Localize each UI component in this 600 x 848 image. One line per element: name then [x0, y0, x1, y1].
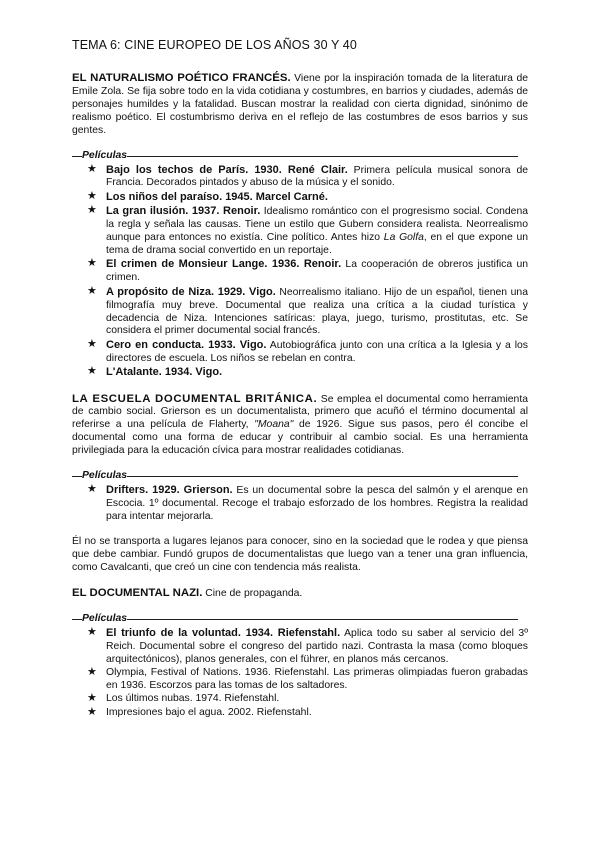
spacer	[72, 524, 528, 536]
britanica-text-emphasis: "Moana"	[254, 419, 294, 431]
peliculas-label: Películas	[82, 612, 128, 624]
film-desc: Es un documental sobre la pesca del salmón y el arenque en Escocia. 1º documental. Recoge el trabajo esforzado de los hombres. Registra la realidad para intentar mejorarla.	[106, 485, 528, 522]
film-desc: Aplica todo su saber al servicio del 3º Reich. Documental sobre el congreso del partido nazi. Contrasta la masa (como bloques arquitectónicos), planos generales, con el führer, en planos más cercanos.	[106, 627, 529, 665]
nazi-text: Cine de propaganda.	[202, 588, 303, 599]
film-title: Los niños del paraíso. 1945. Marcel Carné.	[106, 190, 328, 203]
star-bullet-icon: ★	[87, 365, 97, 378]
film-title: A propósito de Niza. 1929. Vigo.	[106, 285, 276, 298]
star-bullet-icon: ★	[87, 705, 97, 718]
film-desc: Primera película musical sonora de Francia. Decorados pintados y abuso de la música y el sonido.	[106, 164, 528, 189]
divider-rule	[72, 156, 518, 157]
peliculas-divider	[72, 470, 528, 482]
film-title: L'Atalante. 1934. Vigo.	[106, 366, 223, 379]
list-item	[82, 339, 528, 366]
page-title: TEMA 6: CINE EUROPEO DE LOS AÑOS 30 Y 40	[72, 38, 357, 52]
star-bullet-icon: ★	[87, 162, 97, 175]
film-desc: Los últimos nubas. 1974. Riefenstahl.	[106, 693, 280, 705]
film-title: Cero en conducta. 1933. Vigo.	[106, 338, 267, 351]
star-bullet-icon: ★	[87, 483, 97, 496]
spacer	[72, 381, 528, 393]
film-desc: Neorrealismo italiano. Hijo de un español, tienen una filmografía muy breve. Documental que realiza una crítica a la ciudad turística y decadencia de Niza. Intenciones satíricas: playa, juego, turismo, prostitutas, etc. Se considera el primer documental social francés.	[106, 286, 528, 337]
spacer	[72, 575, 528, 587]
star-bullet-icon: ★	[87, 284, 97, 297]
document-page	[72, 38, 528, 720]
nazi-paragraph	[72, 587, 528, 601]
film-title: La gran ilusión. 1937. Renoir.	[106, 205, 261, 218]
star-bullet-icon: ★	[87, 337, 97, 350]
list-item	[82, 627, 528, 667]
star-bullet-icon: ★	[87, 204, 97, 217]
naturalismo-paragraph	[72, 72, 528, 138]
film-desc: Impresiones bajo el agua. 2002. Riefenstahl.	[106, 706, 312, 718]
list-item	[82, 707, 528, 720]
film-desc: Olympia, Festival of Nations. 1936. Riefenstahl. Las primeras olimpiadas fueron grabadas en 1936. Escorzos para las tomas de los saltadores.	[106, 667, 528, 692]
britanica-after-paragraph: Él no se transporta a lugares lejanos para conocer, sino en la sociedad que le rodea y que piensa que debe cambiar. Fundó grupos de documentalistas que luego van a tener una gran influencia, como Cavalcanti, que creó un cine con tendencia más realista.	[72, 536, 528, 574]
peliculas-divider	[72, 613, 528, 625]
list-item	[82, 667, 528, 693]
list-item	[82, 693, 528, 706]
star-bullet-icon: ★	[87, 666, 97, 679]
naturalismo-heading: EL NATURALISMO POÉTICO FRANCÉS.	[72, 72, 291, 84]
britanica-text: Se emplea el documental como herramienta de cambio social. Grierson es un documentalista, primero que acuñó el término documental al referirse a una película de Flaherty,	[72, 393, 528, 431]
film-title: El triunfo de la voluntad. 1934. Riefenstahl.	[106, 626, 341, 639]
section-nazi	[72, 587, 528, 720]
peliculas-label: Películas	[82, 470, 128, 482]
list-item	[82, 366, 528, 380]
list-item	[82, 164, 528, 191]
film-title: Bajo los techos de París. 1930. René Clair.	[106, 163, 348, 176]
britanica-film-list	[72, 484, 528, 524]
film-desc: Idealismo romántico con el progresismo social. Condena la regla y señala las causas. Tiene un estilo que Gubern considera realista. Neorrealismo aunque para entonces no existía. Cine político. Antes hizo	[106, 206, 528, 244]
list-item	[82, 191, 528, 205]
nazi-film-list	[72, 627, 528, 720]
britanica-text: de 1926. Sigue sus pasos, pero él concibe el documental como una forma de educar y contribuir al cambio social. Es una herramienta privilegiada para la educación cívica para mostrar realidades cotidianas.	[72, 419, 528, 457]
naturalismo-film-list	[72, 164, 528, 381]
britanica-paragraph	[72, 393, 528, 459]
divider-rule	[72, 476, 518, 477]
divider-rule	[72, 619, 518, 620]
list-item	[82, 258, 528, 285]
list-item	[82, 286, 528, 339]
section-britanica	[72, 393, 528, 575]
star-bullet-icon: ★	[87, 625, 97, 638]
star-bullet-icon: ★	[87, 257, 97, 270]
section-naturalismo	[72, 72, 528, 380]
film-title: Drifters. 1929. Grierson.	[106, 484, 233, 497]
film-desc: Autobiográfica junto con una crítica a la Iglesia y a los directores de escuela. Los niños se rebelan en contra.	[106, 339, 528, 364]
list-item	[82, 484, 528, 524]
britanica-heading: LA ESCUELA DOCUMENTAL BRITÁNICA.	[72, 392, 318, 405]
star-bullet-icon: ★	[87, 189, 97, 202]
star-bullet-icon: ★	[87, 692, 97, 705]
peliculas-label: Películas	[82, 149, 128, 161]
list-item	[82, 205, 528, 258]
peliculas-divider	[72, 150, 528, 162]
film-desc: La cooperación de obreros justifica un crimen.	[106, 259, 528, 284]
nazi-heading: EL DOCUMENTAL NAZI.	[72, 587, 203, 599]
film-title: El crimen de Monsieur Lange. 1936. Renoir.	[106, 258, 342, 271]
naturalismo-text: Viene por la inspiración tomada de la literatura de Emile Zola. Se fija sobre todo en la vida cotidiana y costumbres, en barrios y ciudades, además de personajes humildes y la fatalidad. Buscan mostrar la realidad con cierta dignidad, sinónimo de realismo poético. El costumbrismo deriva en el reflejo de las costumbres de esos barrios y sus gentes.	[72, 73, 528, 136]
film-desc: , en el que expone un tema de drama social convertido en un reportaje.	[106, 232, 528, 256]
film-desc-emphasis: La Golfa	[383, 232, 424, 244]
